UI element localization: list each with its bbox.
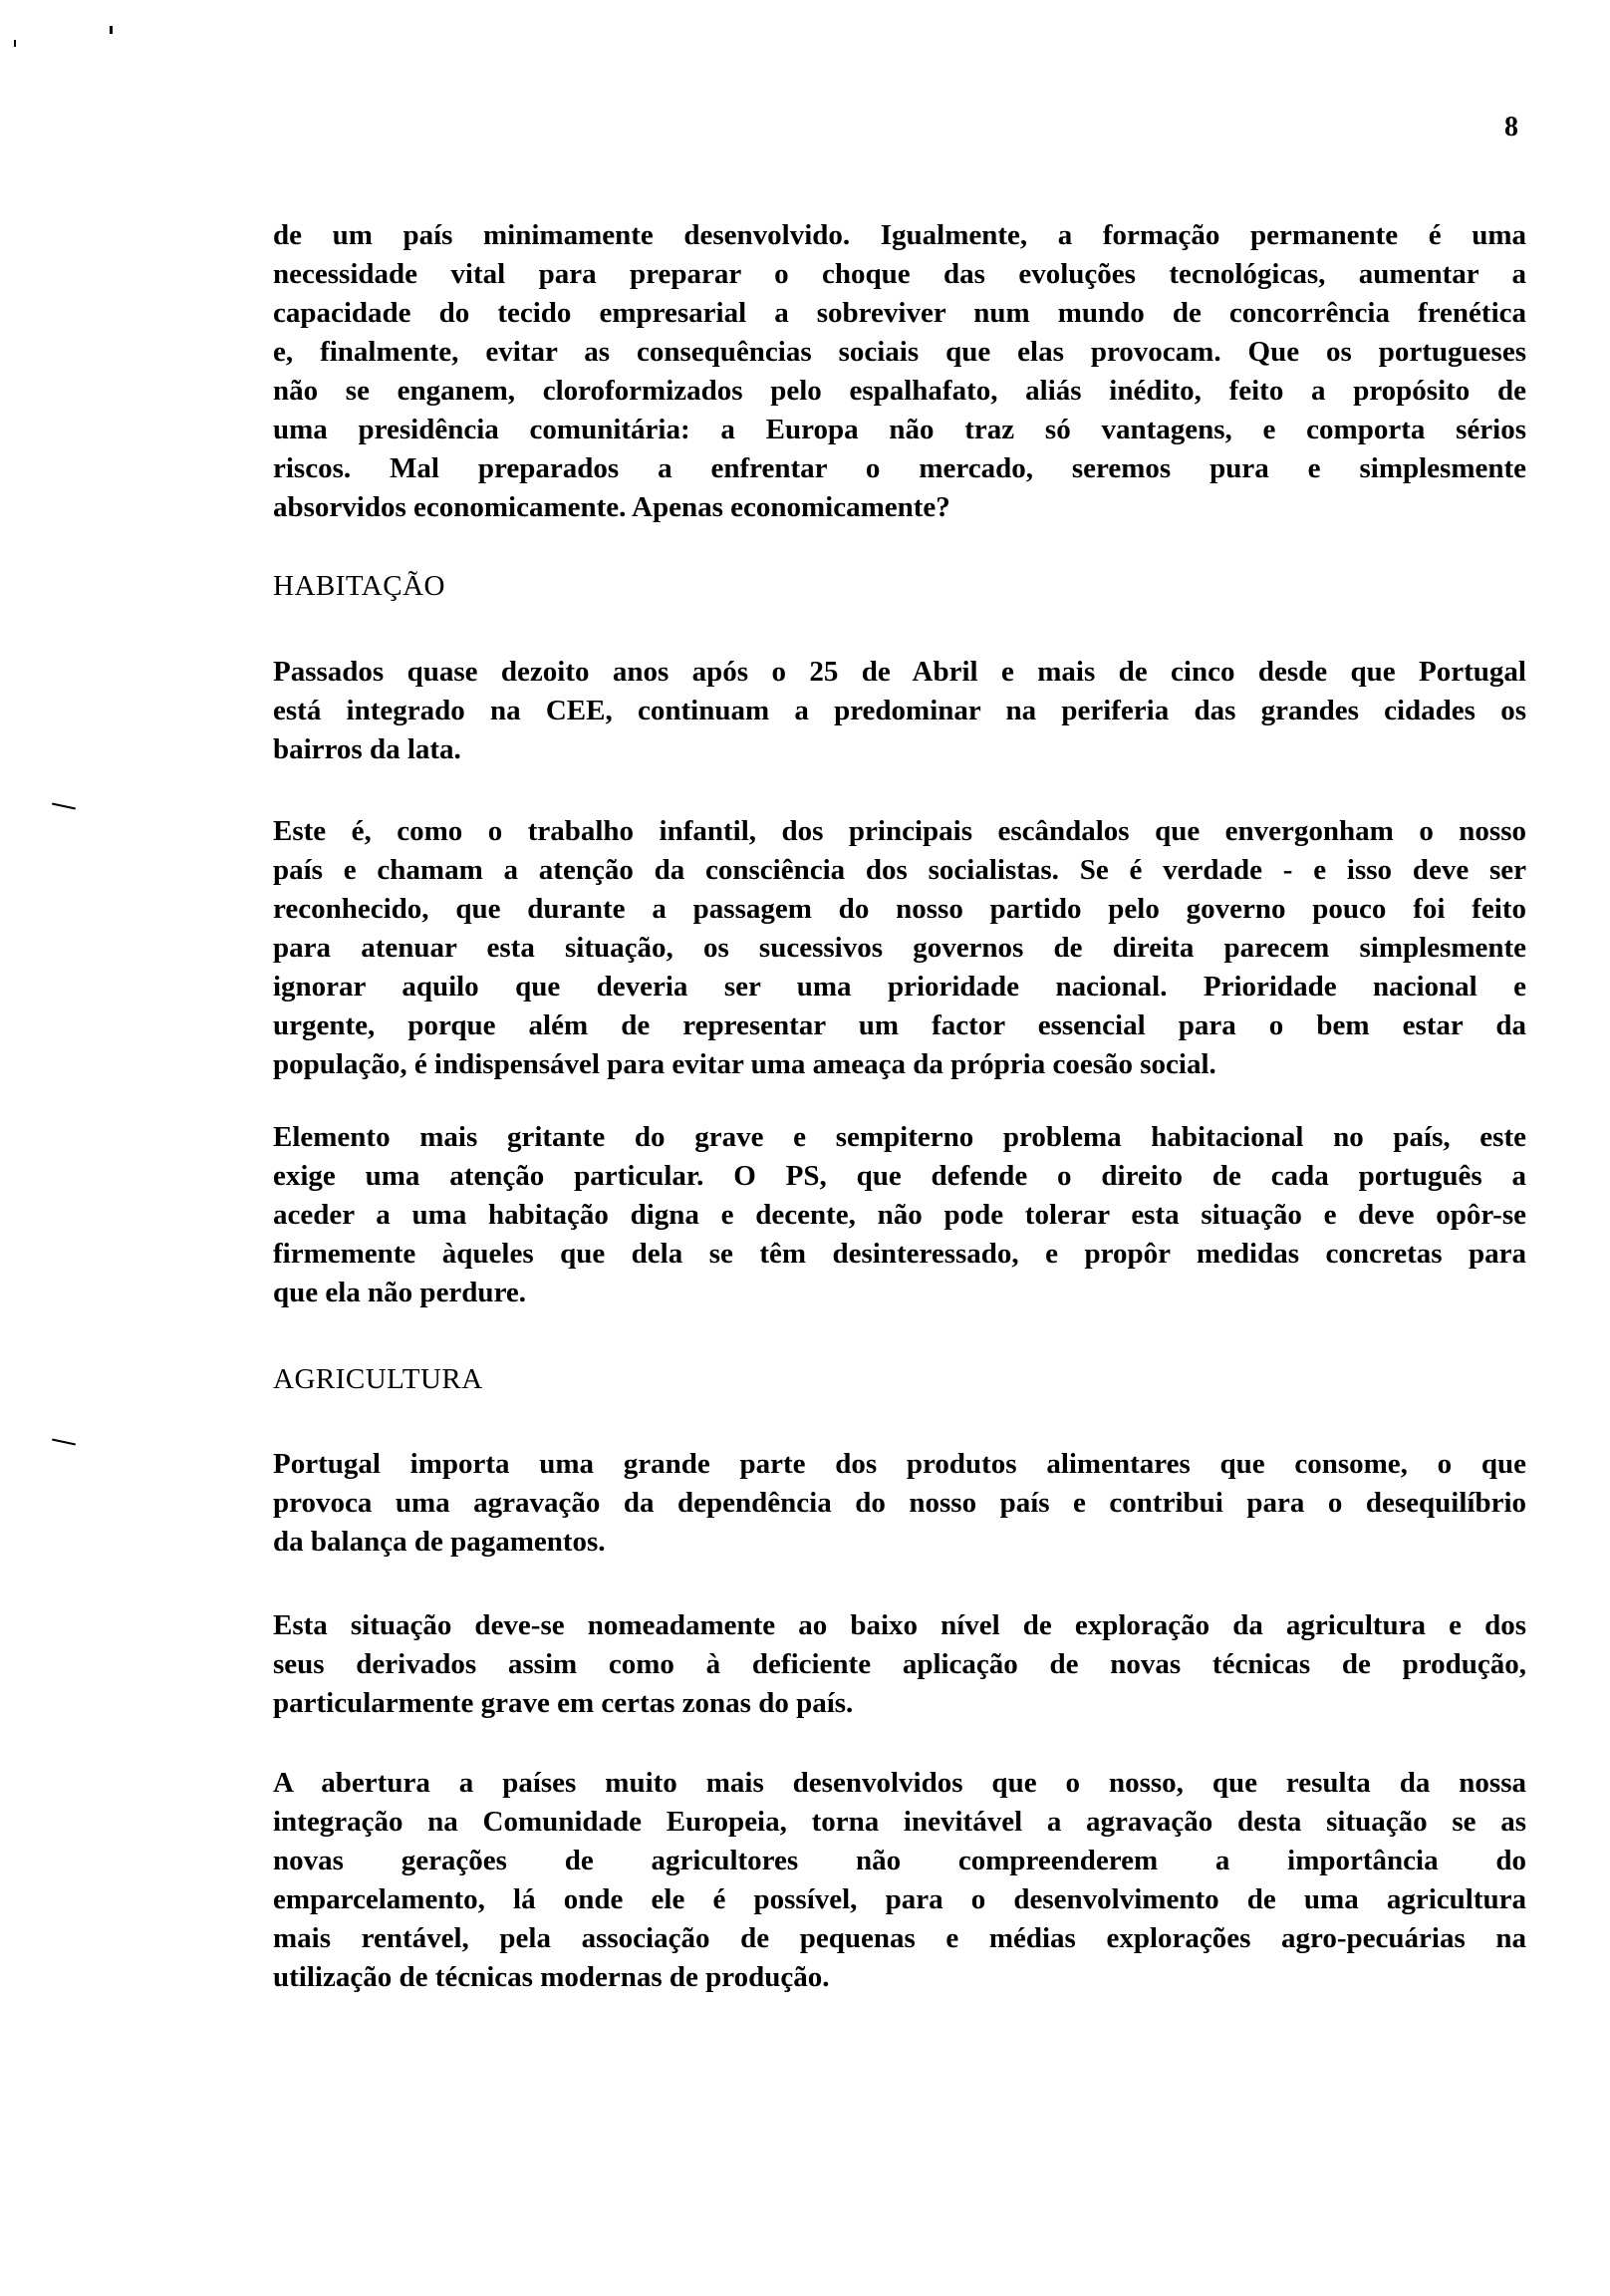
text-line: utilização de técnicas modernas de produção. xyxy=(273,1961,830,1993)
text-line: particularmente grave em certas zonas do país. xyxy=(273,1687,854,1719)
text-line: urgente, porque além de representar um factor essencial para o bem estar da xyxy=(273,1009,1526,1041)
text-line: provoca uma agravação da dependência do nosso país e contribui para o desequilíbrio xyxy=(273,1487,1526,1519)
text-line: absorvidos economicamente. Apenas economicamente? xyxy=(273,491,950,523)
text-line: A abertura a países muito mais desenvolvidos que o nosso, que resulta da nossa xyxy=(273,1767,1526,1799)
text-line: integração na Comunidade Europeia, torna inevitável a agravação desta situação se as xyxy=(273,1806,1526,1838)
text-line: de um país minimamente desenvolvido. Igualmente, a formação permanente é uma xyxy=(273,219,1526,251)
scan-mark xyxy=(14,40,16,47)
scan-mark xyxy=(110,26,113,34)
text-line: da balança de pagamentos. xyxy=(273,1526,606,1558)
paragraph xyxy=(273,1764,1526,1997)
paragraph xyxy=(273,1445,1526,1562)
text-line: necessidade vital para preparar o choque das evoluções tecnológicas, aumentar a xyxy=(273,258,1526,290)
text-line: uma presidência comunitária: a Europa não traz só vantagens, e comporta sérios xyxy=(273,414,1526,445)
text-line: novas gerações de agricultores não compreenderem a importância do xyxy=(273,1845,1526,1876)
text-line: está integrado na CEE, continuam a predominar na periferia das grandes cidades os xyxy=(273,695,1526,726)
section-heading: AGRICULTURA xyxy=(273,1363,483,1395)
text-line: emparcelamento, lá onde ele é possível, para o desenvolvimento de uma agricultura xyxy=(273,1883,1526,1915)
text-line: ignorar aquilo que deveria ser uma prioridade nacional. Prioridade nacional e xyxy=(273,971,1526,1003)
page-number: 8 xyxy=(1504,112,1518,143)
text-line: seus derivados assim como à deficiente aplicação de novas técnicas de produção, xyxy=(273,1648,1526,1680)
text-line: Este é, como o trabalho infantil, dos principais escândalos que envergonham o nosso xyxy=(273,815,1526,847)
text-line: firmemente àqueles que dela se têm desinteressado, e propôr medidas concretas para xyxy=(273,1238,1526,1270)
text-line: exige uma atenção particular. O PS, que defende o direito de cada português a xyxy=(273,1160,1526,1192)
text-line: população, é indispensável para evitar uma ameaça da própria coesão social. xyxy=(273,1048,1216,1080)
paragraph xyxy=(273,1606,1526,1723)
section-heading: HABITAÇÃO xyxy=(273,570,445,602)
scan-mark xyxy=(52,803,76,810)
text-line: Esta situação deve-se nomeadamente ao baixo nível de exploração da agricultura e dos xyxy=(273,1609,1526,1641)
text-line: riscos. Mal preparados a enfrentar o mercado, seremos pura e simplesmente xyxy=(273,452,1526,484)
text-line: não se enganem, cloroformizados pelo espalhafato, aliás inédito, feito a propósito de xyxy=(273,375,1526,407)
text-line: que ela não perdure. xyxy=(273,1277,527,1308)
text-line: país e chamam a atenção da consciência dos socialistas. Se é verdade - e isso deve ser xyxy=(273,854,1526,886)
text-line: reconhecido, que durante a passagem do nosso partido pelo governo pouco foi feito xyxy=(273,893,1526,925)
text-line: para atenuar esta situação, os sucessivos governos de direita parecem simplesmente xyxy=(273,932,1526,964)
text-line: capacidade do tecido empresarial a sobreviver num mundo de concorrência frenética xyxy=(273,297,1526,329)
text-line: aceder a uma habitação digna e decente, não pode tolerar esta situação e deve opôr-se xyxy=(273,1199,1526,1231)
text-line: Passados quase dezoito anos após o 25 de Abril e mais de cinco desde que Portugal xyxy=(273,656,1526,688)
text-line: bairros da lata. xyxy=(273,733,461,765)
paragraph xyxy=(273,812,1526,1084)
scan-mark xyxy=(52,1439,76,1446)
paragraph xyxy=(273,1118,1526,1312)
text-line: e, finalmente, evitar as consequências sociais que elas provocam. Que os portugueses xyxy=(273,336,1526,368)
text-line: Elemento mais gritante do grave e sempiterno problema habitacional no país, este xyxy=(273,1121,1526,1153)
text-line: Portugal importa uma grande parte dos produtos alimentares que consome, o que xyxy=(273,1448,1526,1480)
paragraph xyxy=(273,653,1526,769)
paragraph xyxy=(273,216,1526,527)
text-line: mais rentável, pela associação de pequenas e médias explorações agro-pecuárias na xyxy=(273,1922,1526,1954)
